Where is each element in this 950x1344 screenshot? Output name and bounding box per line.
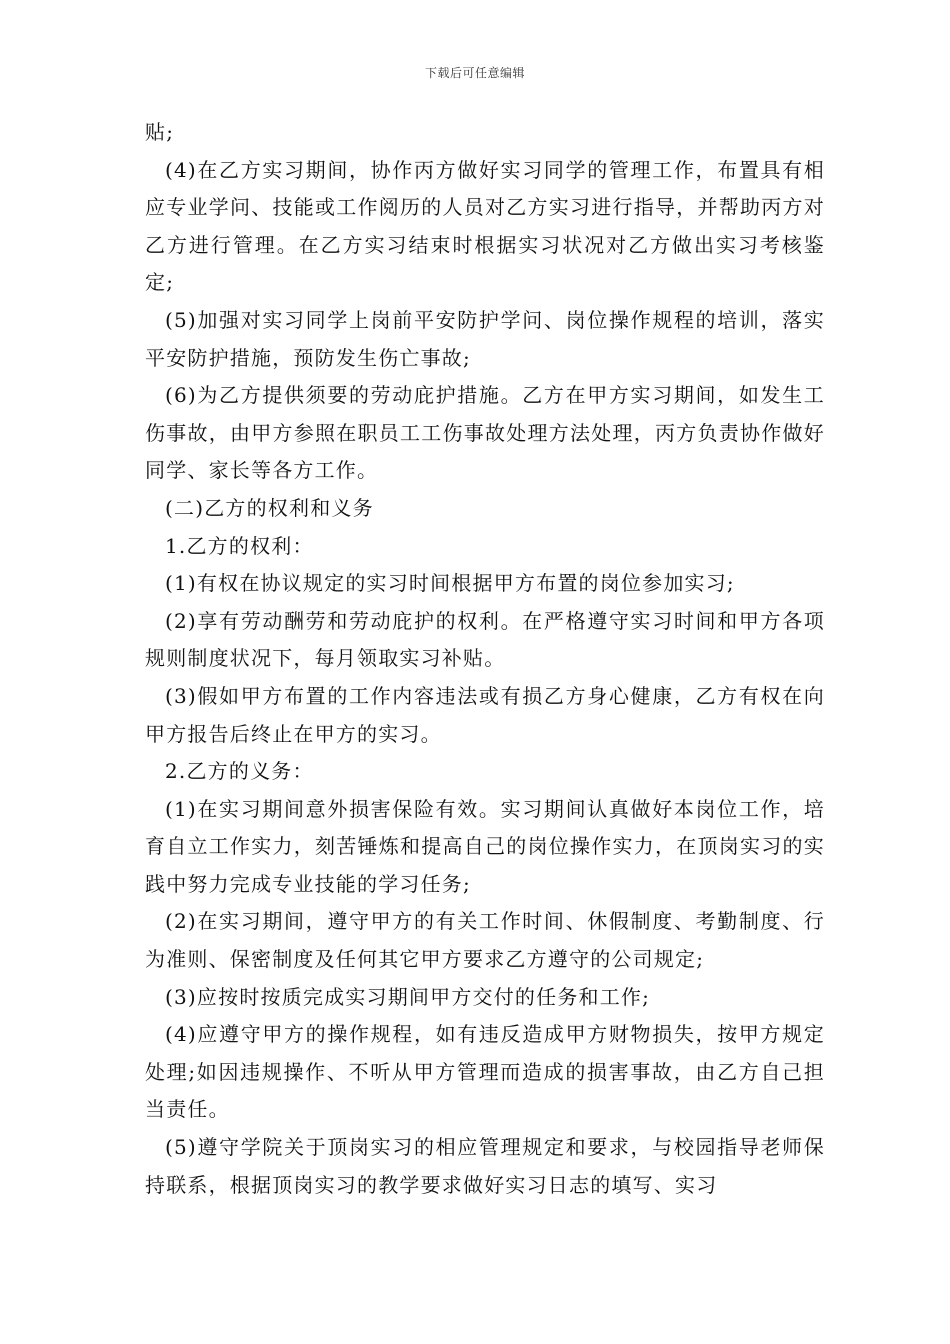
paragraph: (2)在实习期间，遵守甲方的有关工作时间、休假制度、考勤制度、行为准则、保密制度及任何其它甲方要求乙方遵守的公司规定; [145, 909, 825, 972]
paragraph: (5)加强对实习同学上岗前平安防护学问、岗位操作规程的培训，落实平安防护措施，预防发生伤亡事故; [145, 307, 825, 370]
paragraph: (5)遵守学院关于顶岗实习的相应管理规定和要求，与校园指导老师保持联系，根据顶岗实习的教学要求做好实习日志的填写、实习 [145, 1135, 825, 1197]
paragraph: (4)应遵守甲方的操作规程，如有违反造成甲方财物损失，按甲方规定处理;如因违规操作、不听从甲方管理而造成的损害事故，由乙方自己担当责任。 [145, 1022, 825, 1122]
paragraph: (3)假如甲方布置的工作内容违法或有损乙方身心健康，乙方有权在向甲方报告后终止在甲方的实习。 [145, 683, 825, 746]
paragraph: (1)在实习期间意外损害保险有效。实习期间认真做好本岗位工作，培育自立工作实力，刻苦锤炼和提高自己的岗位操作实力，在顶岗实习的实践中努力完成专业技能的学习任务; [145, 796, 825, 896]
paragraph: (6)为乙方提供须要的劳动庇护措施。乙方在甲方实习期间，如发生工伤事故，由甲方参照在职员工工伤事故处理方法处理，丙方负责协作做好同学、家长等各方工作。 [145, 383, 825, 483]
document-body [145, 114, 825, 1204]
section-heading: (二)乙方的权利和义务 [165, 495, 374, 520]
paragraph: (3)应按时按质完成实习期间甲方交付的任务和工作; [165, 984, 651, 1009]
paragraph: (2)享有劳动酬劳和劳动庇护的权利。在严格遵守实习时间和甲方各项规则制度状况下，每月领取实习补贴。 [145, 608, 825, 671]
paragraph: 贴; [145, 120, 175, 144]
subsection-heading: 2.乙方的义务： [165, 759, 314, 784]
subsection-heading: 1.乙方的权利： [165, 533, 314, 558]
paragraph: (1)有权在协议规定的实习时间根据甲方布置的岗位参加实习; [165, 571, 735, 596]
paragraph: (4)在乙方实习期间，协作丙方做好实习同学的管理工作，布置具有相应专业学问、技能或工作阅历的人员对乙方实习进行指导，并帮助丙方对乙方进行管理。在乙方实习结束时根据实习状况对乙方做出实习考核鉴定; [145, 157, 825, 295]
page-header: 下载后可任意编辑 [424, 66, 525, 80]
